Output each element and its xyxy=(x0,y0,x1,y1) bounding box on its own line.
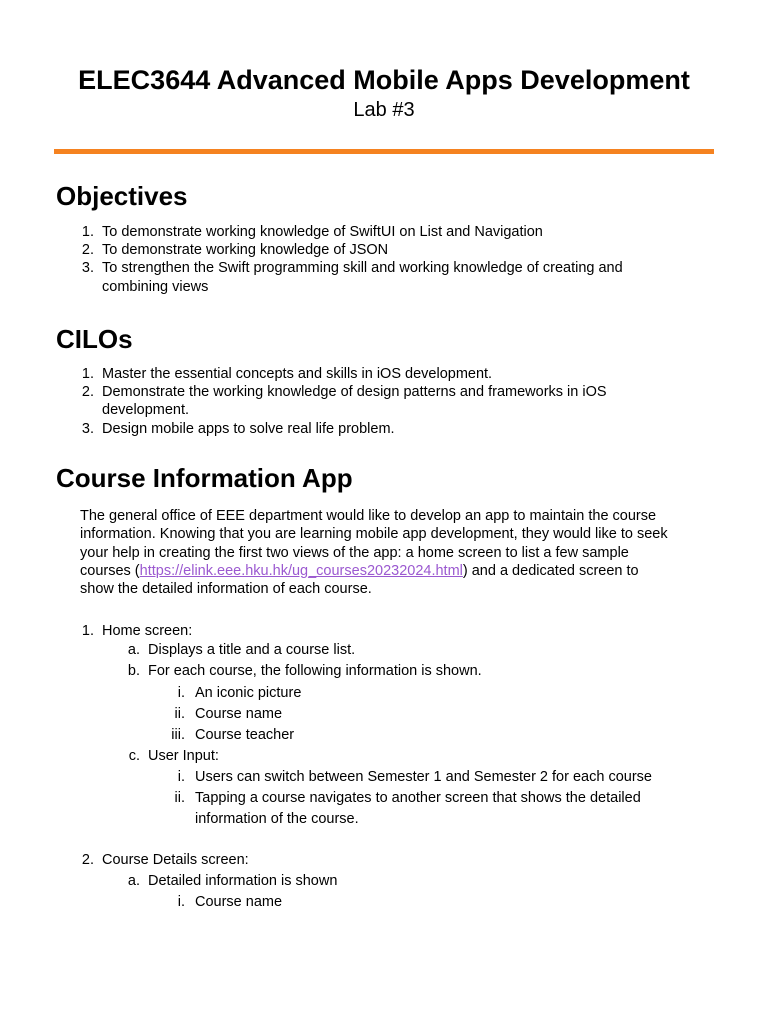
courses-link[interactable]: https://elink.eee.hku.hk/ug_courses20232024.html xyxy=(139,563,463,579)
intro-line: information. Knowing that you are learning mobile app development, they would like to seek xyxy=(80,526,668,542)
title-divider xyxy=(54,149,714,154)
cilos-heading: CILOs xyxy=(56,324,133,354)
sub-sub-item-continuation: information of the course. xyxy=(195,811,359,827)
objectives-heading: Objectives xyxy=(56,181,188,211)
intro-line: The general office of EEE department would like to develop an app to maintain the course xyxy=(80,508,657,524)
intro-line: courses (https://elink.eee.hku.hk/ug_courses20232024.html) and a dedicated screen to xyxy=(80,563,639,579)
course-app-heading: Course Information App xyxy=(56,463,353,493)
list-item-continuation: development. xyxy=(102,402,190,418)
list-item-continuation: combining views xyxy=(102,279,209,295)
document-subtitle: Lab #3 xyxy=(353,99,415,121)
document-title: ELEC3644 Advanced Mobile Apps Development xyxy=(78,65,690,95)
intro-line: show the detailed information of each course. xyxy=(80,581,372,597)
intro-line: your help in creating the first two views of the app: a home screen to list a few sample xyxy=(80,545,629,561)
document-page: ELEC3644 Advanced Mobile Apps Development Lab #3 Objectives 1. To demonstrate working knowledge of SwiftUI on List and Navigation 2. To demonstrate working knowledge of JSON 3. To strengthen the Swift programming skill and working knowledge of creating and combining views CILOs 1. Master the essential concepts and skills in iOS development. 2. Demonstrate the working knowledge of design patterns and frameworks in iOS development. 3. Design mobile apps to solve real life problem. Course Information App The general office of EEE department would like to develop an app to maintain the course information. Knowing that you are learning mobile app development, they would like to seek your help in creating the first two views of the app: a home screen to list a few sample courses (https://elink.eee.hku.hk/ug_courses20232024.html) and a dedicated screen to show the detailed information of each course. 1. Home screen: a. Displays a title and a course list. b. For each course, the following information is shown. i. An iconic picture ii. Course name iii. Course teacher c. User Input: i. Users can switch between Semester 1 and Semester 2 for each course ii. Tapping a course navigates to another screen that shows the detailed information of the course. 2. Course Details screen: a. Detailed information is shown i. Course name xyxy=(0,0,768,1024)
